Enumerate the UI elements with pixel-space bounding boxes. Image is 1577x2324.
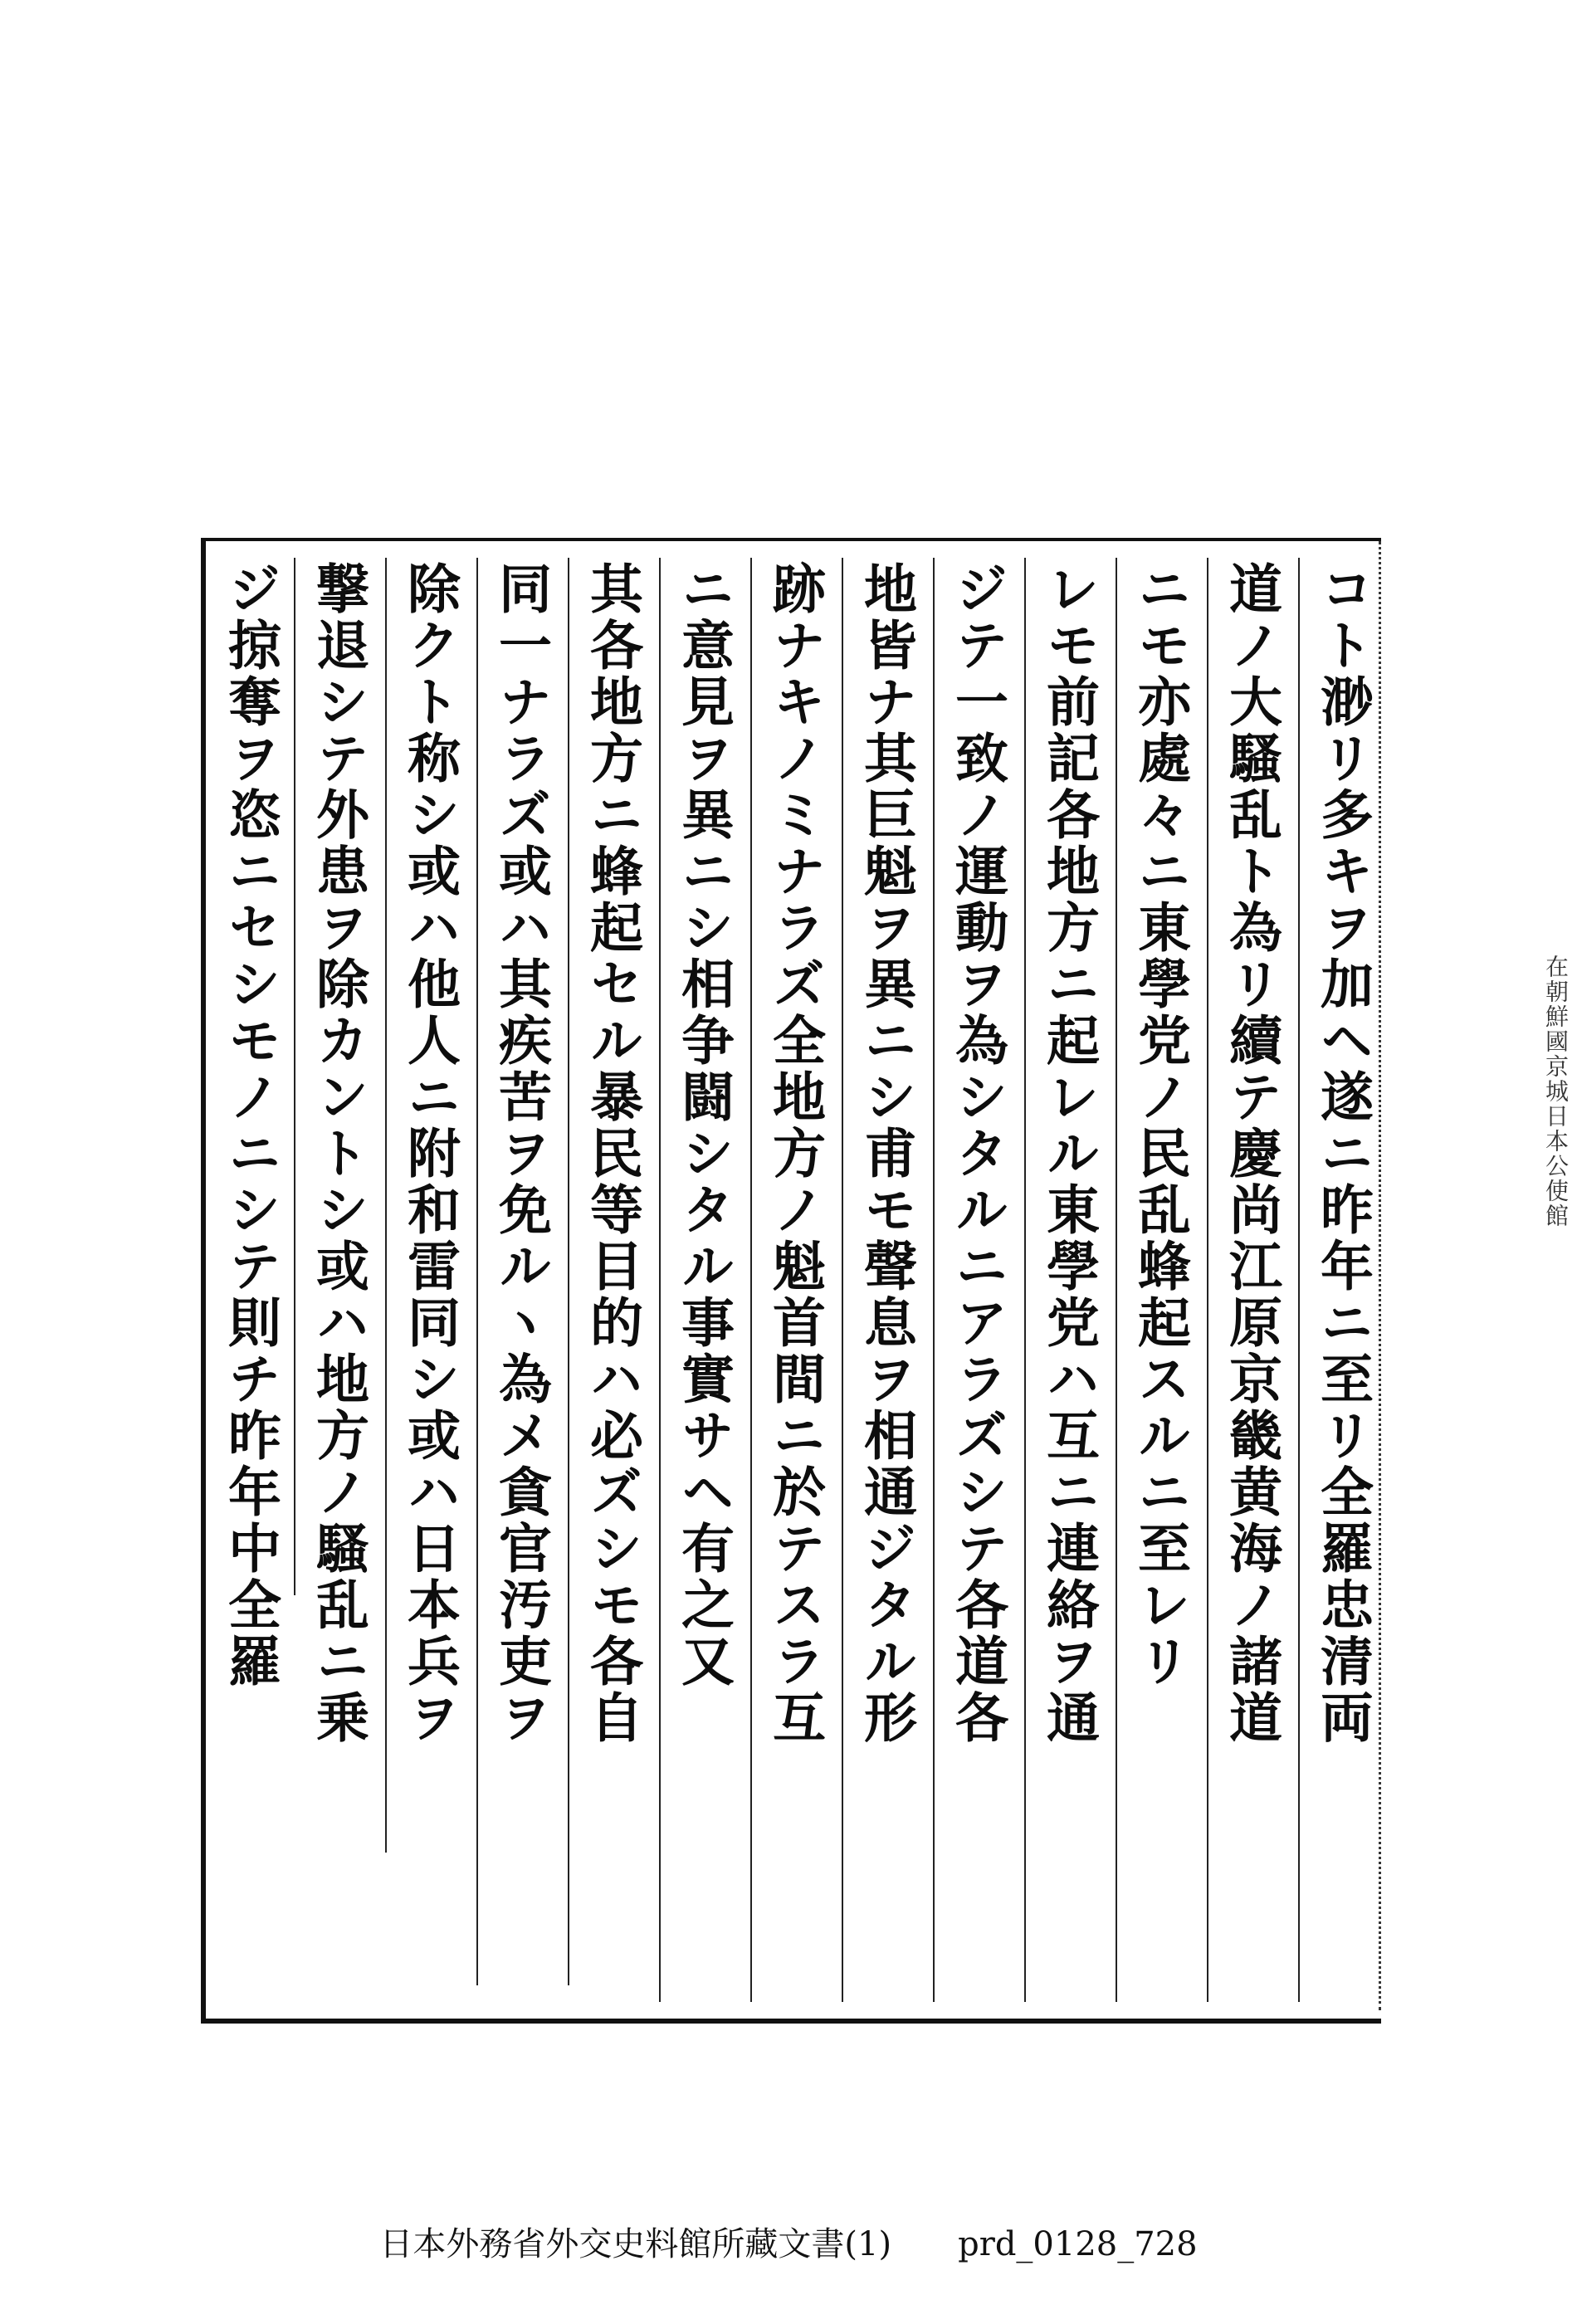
page-footer xyxy=(0,2218,1577,2265)
column-rule xyxy=(294,558,295,1595)
text-column-7: 跡ナキノミナラズ全地方ノ魁首間ニ於テスラ互 xyxy=(764,561,826,1746)
column-rule xyxy=(385,558,387,1853)
column-rule xyxy=(750,558,752,2002)
column-rule xyxy=(933,558,935,2002)
text-column-2: 道ノ大騷乱ト為リ續テ慶尚江原京畿黄海ノ諸道 xyxy=(1220,561,1282,1746)
manuscript-frame xyxy=(201,538,1381,2024)
column-rule xyxy=(476,558,478,1985)
text-column-5: ジテ一致ノ運動ヲ為シタルニアラズシテ各道各 xyxy=(946,561,1008,1746)
text-column-1: コト渺リ多キヲ加ヘ遂ニ昨年ニ至リ全羅忠清両 xyxy=(1311,561,1374,1746)
column-rule xyxy=(1024,558,1026,2002)
column-rule xyxy=(1298,558,1300,2002)
text-column-12: 撃退シテ外患ヲ除カントシ或ハ地方ノ騷乱ニ乗 xyxy=(307,561,369,1746)
text-column-8: ニ意見ヲ異ニシ相争闘シタル事實サヘ有之又 xyxy=(672,561,735,1690)
text-column-10: 同一ナラズ或ハ其疾苦ヲ免ルヽ為メ貪官汚吏ヲ xyxy=(490,561,552,1746)
text-column-4: レモ前記各地方ニ起レル東學党ハ互ニ連絡ヲ通 xyxy=(1038,561,1100,1746)
column-rule xyxy=(659,558,661,2002)
text-column-11: 除クト称シ或ハ他人ニ附和雷同シ或ハ日本兵ヲ xyxy=(398,561,461,1746)
footer-collection: 日本外務省外交史料館所藏文書(1) xyxy=(379,2225,892,2263)
column-rule xyxy=(1116,558,1117,2002)
text-column-6: 地皆ナ其巨魁ヲ異ニシ甫モ聲息ヲ相通ジタル形 xyxy=(855,561,917,1746)
column-rule xyxy=(568,558,569,1985)
text-column-13: ジ掠奪ヲ恣ニセシモノニシテ則チ昨年中全羅 xyxy=(219,561,281,1690)
footer-id: prd_0128_728 xyxy=(958,2225,1198,2263)
text-column-3: ニモ亦處々ニ東學党ノ民乱蜂起スルニ至レリ xyxy=(1129,561,1191,1690)
text-column-9: 其各地方ニ蜂起セル暴民等目的ハ必ズシモ各自 xyxy=(581,561,643,1746)
column-rule xyxy=(1207,558,1208,2002)
margin-stamp-note: 在朝鮮國京城日本公使館 xyxy=(1542,954,1570,1228)
frame-right-edge xyxy=(1376,541,1381,2010)
column-rule xyxy=(842,558,843,2002)
